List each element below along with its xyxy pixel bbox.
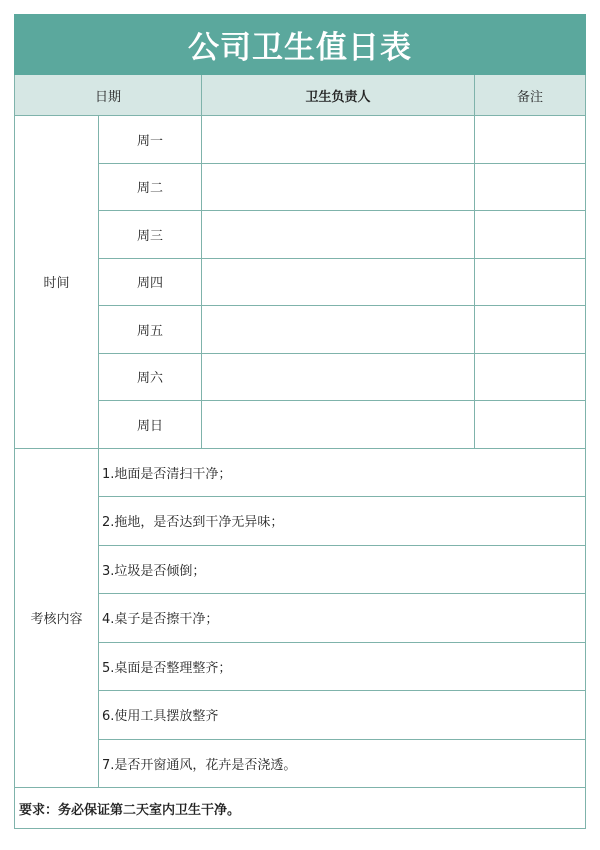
check-item: 5.桌面是否整理整齐； (99, 642, 586, 691)
duty-roster-sheet (14, 14, 585, 829)
check-item: 3.垃圾是否倾倒； (99, 545, 586, 594)
header-row (15, 75, 586, 116)
note-cell[interactable] (475, 353, 586, 401)
check-label: 考核内容 (15, 448, 99, 788)
header-date: 日期 (15, 75, 202, 116)
day-label: 周四 (99, 258, 202, 306)
day-label: 周六 (99, 353, 202, 401)
check-item: 7.是否开窗通风，花卉是否浇透。 (99, 739, 586, 788)
person-cell[interactable] (202, 401, 475, 449)
check-row (15, 691, 586, 740)
note-cell[interactable] (475, 401, 586, 449)
person-cell[interactable] (202, 306, 475, 354)
check-item: 1.地面是否清扫干净； (99, 448, 586, 497)
day-label: 周一 (99, 116, 202, 164)
check-row (15, 497, 586, 546)
duty-roster-table (14, 14, 586, 829)
check-row (15, 739, 586, 788)
day-row (15, 163, 586, 211)
note-cell[interactable] (475, 211, 586, 259)
day-row (15, 258, 586, 306)
check-row (15, 448, 586, 497)
check-row (15, 594, 586, 643)
note-cell[interactable] (475, 258, 586, 306)
time-label: 时间 (15, 116, 99, 449)
sheet-title: 公司卫生值日表 (15, 15, 586, 75)
check-item: 6.使用工具摆放整齐 (99, 691, 586, 740)
requirement-text: 要求：务必保证第二天室内卫生干净。 (15, 788, 586, 829)
day-label: 周五 (99, 306, 202, 354)
day-label: 周二 (99, 163, 202, 211)
header-note: 备注 (475, 75, 586, 116)
person-cell[interactable] (202, 163, 475, 211)
note-cell[interactable] (475, 163, 586, 211)
day-row (15, 116, 586, 164)
day-label: 周三 (99, 211, 202, 259)
note-cell[interactable] (475, 306, 586, 354)
person-cell[interactable] (202, 258, 475, 306)
day-row (15, 353, 586, 401)
check-row (15, 545, 586, 594)
check-item: 2.拖地，是否达到干净无异味； (99, 497, 586, 546)
header-person: 卫生负责人 (202, 75, 475, 116)
check-item: 4.桌子是否擦干净； (99, 594, 586, 643)
day-row (15, 306, 586, 354)
day-label: 周日 (99, 401, 202, 449)
note-cell[interactable] (475, 116, 586, 164)
person-cell[interactable] (202, 116, 475, 164)
check-row (15, 642, 586, 691)
day-row (15, 401, 586, 449)
person-cell[interactable] (202, 211, 475, 259)
day-row (15, 211, 586, 259)
person-cell[interactable] (202, 353, 475, 401)
requirement-row (15, 788, 586, 829)
